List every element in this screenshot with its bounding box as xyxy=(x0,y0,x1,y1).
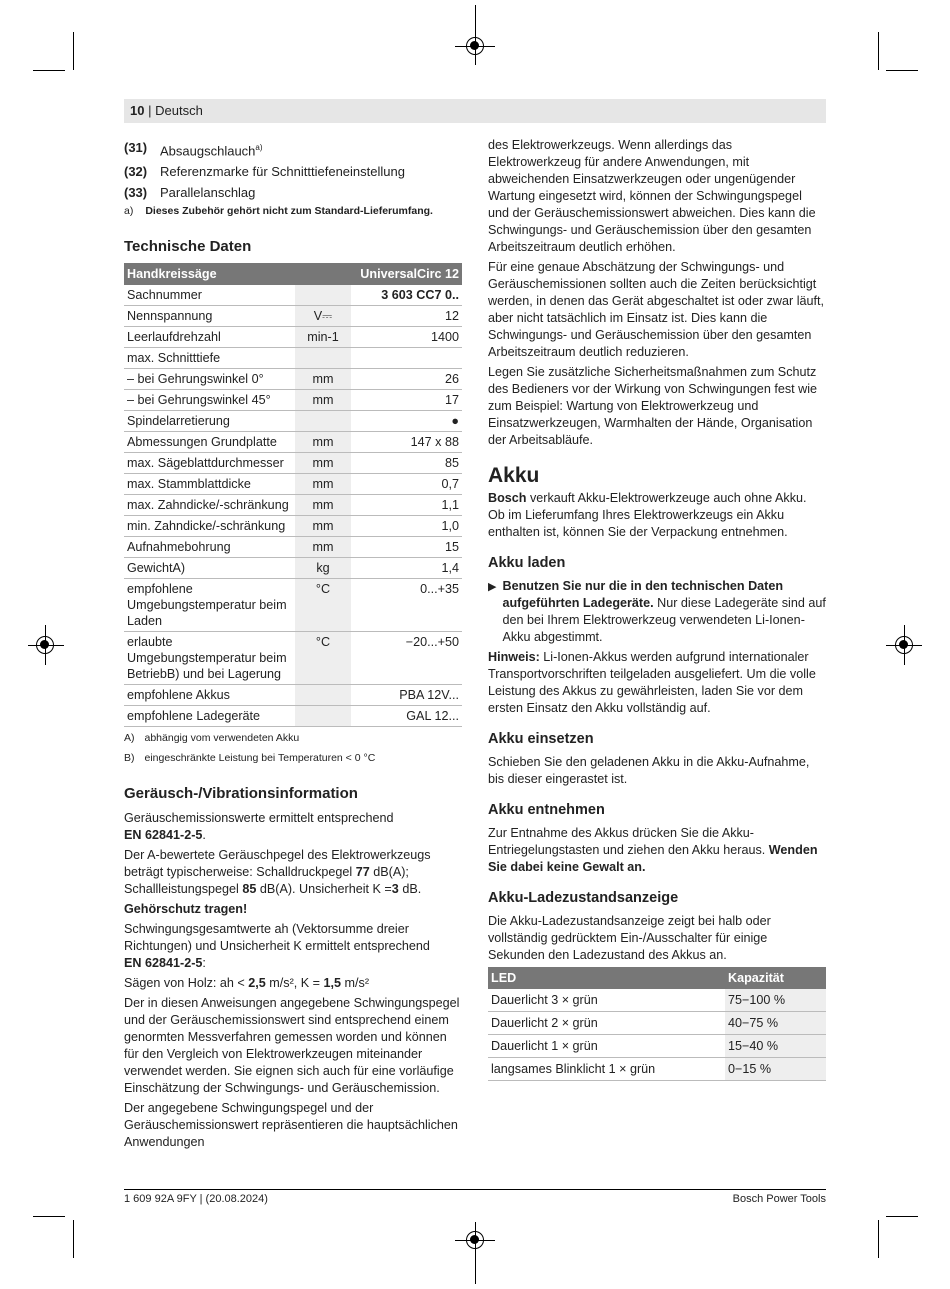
registration-mark-icon xyxy=(36,636,54,654)
language-label: Deutsch xyxy=(155,103,203,118)
table-footnote: B) eingeschränkte Leistung bei Temperaturen < 0 °C xyxy=(124,752,376,765)
crop-mark xyxy=(33,1216,65,1217)
subheading-akku-entnehmen: Akku entnehmen xyxy=(488,802,605,818)
crop-mark xyxy=(878,32,879,70)
crop-mark xyxy=(878,1220,879,1258)
table-row: max. Schnitttiefe xyxy=(124,348,462,369)
paragraph: Geräuschemissionswerte ermittelt entsprechend EN 62841-2-5. xyxy=(124,811,394,843)
paragraph: Gehörschutz tragen! xyxy=(124,902,248,917)
paragraph: Der angegebene Schwingungspegel und der Geräuschemissionswert repräsentieren die hauptsächlichen Anwendungen xyxy=(124,1101,458,1150)
left-column xyxy=(124,137,462,1154)
footnote: a) Dieses Zubehör gehört nicht zum Standard-Lieferumfang. xyxy=(124,205,433,218)
table-row: Dauerlicht 2 × grün 40−75 % xyxy=(488,1012,826,1035)
crop-mark xyxy=(33,70,65,71)
page-number: 10 xyxy=(130,103,145,118)
paragraph: Zur Entnahme des Akkus drücken Sie die Akku-Entriegelungstasten und ziehen den Akku heraus. Wenden Sie dabei keine Gewalt an. xyxy=(488,826,818,874)
table-row: empfohlene Akkus PBA 12V... xyxy=(124,685,462,706)
registration-mark-icon xyxy=(895,636,913,654)
led-table xyxy=(488,967,826,1081)
crop-mark xyxy=(886,70,918,71)
paragraph: Für eine genaue Abschätzung der Schwingungs- und Geräuschemissionen sollten auch die Zeiten berücksichtigt werden, in denen das Gerät abgeschaltet ist oder zwar läuft, aber nicht tatsächlich im Einsatz ist. Dies kann die Schwingungs- und Geräuschemission über den gesamten Arbeitszeitraum deutlich reduzieren. xyxy=(488,260,825,359)
table-row: max. Stammblattdicke mm 0,7 xyxy=(124,474,462,495)
list-item: (31) Absaugschlauch$^{a)}$ xyxy=(124,140,263,159)
paragraph: Legen Sie zusätzliche Sicherheitsmaßnahmen zum Schutz des Bedieners vor der Wirkung von Schwingungen fest wie zum Beispiel: Wartung von Elektrowerkzeug und Einsatzwerkzeugen, Warmhalten der Hände, Organisation der Arbeitsabläufe. xyxy=(488,365,818,447)
table-header: LED xyxy=(488,967,725,989)
crop-mark xyxy=(475,5,476,65)
crop-mark xyxy=(886,1216,918,1217)
table-row: – bei Gehrungswinkel 45° mm 17 xyxy=(124,390,462,411)
table-row: max. Zahndicke/-schränkung mm 1,1 xyxy=(124,495,462,516)
list-item: (33) Parallelanschlag xyxy=(124,185,256,201)
subheading-akku-einsetzen: Akku einsetzen xyxy=(488,731,594,747)
table-header: UniversalCirc 12 xyxy=(351,263,462,285)
paragraph: Die Akku-Ladezustandsanzeige zeigt bei halb oder vollständig gedrücktem Ein-/Ausschalter für einige Sekunden den Ladezustand des Akkus an. xyxy=(488,914,771,962)
table-row: GewichtA) kg 1,4 xyxy=(124,558,462,579)
section-heading-noise: Geräusch-/Vibrationsinformation xyxy=(124,785,358,803)
triangle-bullet-icon: ▶ xyxy=(488,581,497,593)
table-row: empfohlene Ladegeräte GAL 12... xyxy=(124,706,462,727)
paragraph: Der in diesen Anweisungen angegebene Schwingungspegel und der Geräuschemissionswert sind entsprechend einem genormten Messverfahren gemessen worden und können für den Vergleich von Elektrowerkzeugen miteinander verwendet werden. Sie eignen sich auch für eine vorläufige Einschätzung der Schwingungs- und Geräuschemission. xyxy=(124,996,460,1096)
section-heading-akku: Akku xyxy=(488,464,540,487)
page-header: 10 | Deutsch xyxy=(124,99,826,123)
paragraph: Hinweis: Li-Ionen-Akkus werden aufgrund internationaler Transportvorschriften teilgeladen ausgeliefert. Um die volle Leistung des Akkus zu gewährleisten, laden Sie vor dem ersten Einsatz den Akku vollständig auf. xyxy=(488,650,816,715)
table-row: langsames Blinklicht 1 × grün 0−15 % xyxy=(488,1058,826,1081)
paragraph: Schieben Sie den geladenen Akku in die Akku-Aufnahme, bis dieser eingerastet ist. xyxy=(488,755,810,786)
table-row: – bei Gehrungswinkel 0° mm 26 xyxy=(124,369,462,390)
paragraph: Schwingungsgesamtwerte ah (Vektorsumme dreier Richtungen) und Unsicherheit K ermittelt entsprechend EN 62841-2-5: xyxy=(124,922,430,971)
paragraph: Bosch verkauft Akku-Elektrowerkzeuge auch ohne Akku. Ob im Lieferumfang Ihres Elektrowerkzeugs ein Akku enthalten ist, können Sie der Verpackung entnehmen. xyxy=(488,491,807,539)
table-row: Nennspannung V⎓ 12 xyxy=(124,306,462,327)
subheading-ladezustand: Akku-Ladezustandsanzeige xyxy=(488,890,679,906)
paragraph: Der A-bewertete Geräuschpegel des Elektrowerkzeugs beträgt typischerweise: Schalldruckpegel 77 dB(A); Schallleistungspegel 85 dB(A). Unsicherheit K =3 dB. xyxy=(124,848,431,897)
registration-mark-icon xyxy=(466,37,484,55)
page-footer xyxy=(124,1189,826,1205)
paragraph: des Elektrowerkzeugs. Wenn allerdings das Elektrowerkzeug für andere Anwendungen, mit abweichenden Einsatzwerkzeugen oder ungenügender Wartung eingesetzt wird, können der Schwingungspegel und der Geräuschemissionswert abweichen. Dies kann die Schwingungs- und Geräuschemission über den gesamten Arbeitszeitraum deutlich erhöhen. xyxy=(488,138,816,254)
right-column xyxy=(488,137,826,1081)
paragraph: Sägen von Holz: ah < 2,5 m/s², K = 1,5 m/s² xyxy=(124,976,370,991)
tech-table-body xyxy=(124,285,462,727)
table-row: Spindelarretierung ● xyxy=(124,411,462,432)
table-row: empfohlene Umgebungstemperatur beim Laden °C 0...+35 xyxy=(124,579,462,632)
crop-mark xyxy=(73,32,74,70)
table-row: Dauerlicht 3 × grün 75−100 % xyxy=(488,989,826,1012)
table-row: Dauerlicht 1 × grün 15−40 % xyxy=(488,1035,826,1058)
table-row: Aufnahmebohrung mm 15 xyxy=(124,537,462,558)
table-row: Abmessungen Grundplatte mm 147 x 88 xyxy=(124,432,462,453)
tech-table xyxy=(124,263,462,727)
crop-mark xyxy=(73,1220,74,1258)
table-row: max. Sägeblattdurchmesser mm 85 xyxy=(124,453,462,474)
table-row: min. Zahndicke/-schränkung mm 1,0 xyxy=(124,516,462,537)
brand-label: Bosch Power Tools xyxy=(732,1193,826,1205)
instruction-bullet: ▶ Benutzen Sie nur die in den technischen Daten aufgeführten Ladegeräte. Nur diese Ladegeräte sind auf den bei Ihrem Elektrowerkzeug verwendeten Li-Ionen-Akku abgestimmt. xyxy=(488,578,826,649)
registration-mark-icon xyxy=(466,1231,484,1249)
table-header: Handkreissäge xyxy=(124,263,351,285)
table-header: Kapazität xyxy=(725,967,826,989)
table-row: Leerlaufdrehzahl min-1 1400 xyxy=(124,327,462,348)
table-row: Sachnummer 3 603 CC7 0.. xyxy=(124,285,462,306)
table-footnote: A) abhängig vom verwendeten Akku xyxy=(124,732,300,745)
document-number: 1 609 92A 9FY | (20.08.2024) xyxy=(124,1193,268,1205)
list-item: (32) Referenzmarke für Schnitttiefeneinstellung xyxy=(124,164,405,180)
subheading-akku-laden: Akku laden xyxy=(488,555,566,571)
table-row: erlaubte Umgebungstemperatur beim BetriebB) und bei Lagerung °C −20...+50 xyxy=(124,632,462,685)
section-heading-tech: Technische Daten xyxy=(124,238,252,256)
